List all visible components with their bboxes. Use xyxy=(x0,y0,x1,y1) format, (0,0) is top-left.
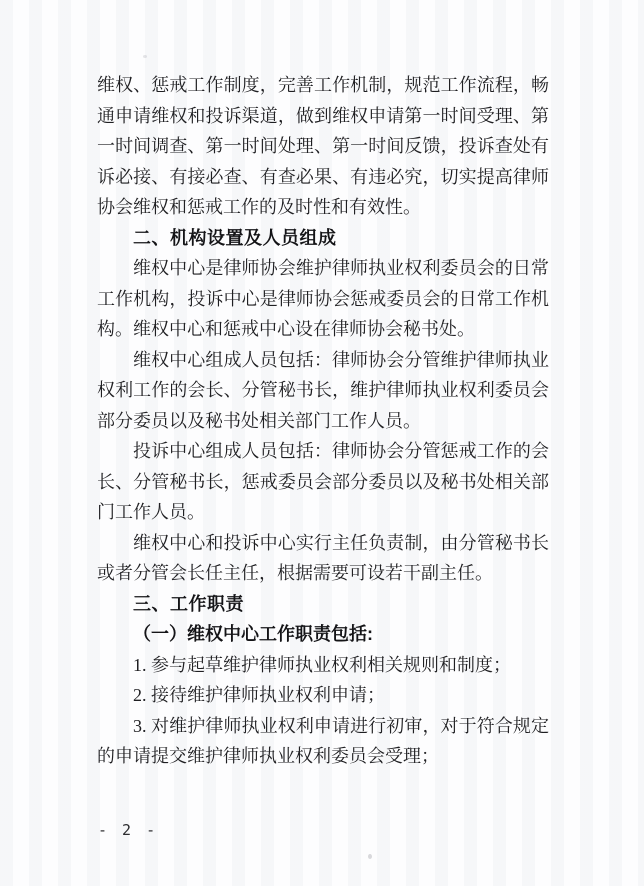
document-body xyxy=(97,70,549,772)
duty-list-item-3: 3. 对维护律师执业权利申请进行初审，对于符合规定的申请提交维护律师执业权利委员会受理； xyxy=(97,715,549,766)
paragraph-centers-overview: 维权中心是律师协会维护律师执业权利委员会的日常工作机构，投诉中心是律师协会惩戒委员会的日常工作机构。维权中心和惩戒中心设在律师协会秘书处。 xyxy=(97,258,549,339)
paragraph-continued-from-previous-page: 维权、惩戒工作制度，完善工作机制，规范工作流程，畅通申请维权和投诉渠道，做到维权申请第一时间受理、第一时间调查、第一时间处理、第一时间反馈，投诉查处有诉必接、有接必查、有查必果、有违必究，切实提高律师协会维权和惩戒工作的及时性和有效性。 xyxy=(97,75,549,217)
subheading-weiquan-center-duties: （一）维权中心工作职责包括: xyxy=(133,624,373,644)
scan-artifact-dot xyxy=(143,55,147,58)
heading-section-3-duties: 三、工作职责 xyxy=(133,593,244,614)
scan-artifact-dot xyxy=(368,854,372,859)
paragraph-tousu-center-members: 投诉中心组成人员包括：律师协会分管惩戒工作的会长、分管秘书长，惩戒委员会部分委员以及秘书处相关部门工作人员。 xyxy=(97,441,549,522)
duty-list-item-2: 2. 接待维护律师执业权利申请； xyxy=(133,685,385,705)
paragraph-weiquan-center-members: 维权中心组成人员包括：律师协会分管维护律师执业权利工作的会长、分管秘书长，维护律师执业权利委员会部分委员以及秘书处相关部门工作人员。 xyxy=(97,349,549,431)
duty-list-item-1: 1. 参与起草维护律师执业权利相关规则和制度； xyxy=(133,654,511,675)
paragraph-director-responsibility: 维权中心和投诉中心实行主任负责制，由分管秘书长或者分管会长任主任，根据需要可设若干副主任。 xyxy=(97,532,549,583)
page-number: - 2 - xyxy=(98,821,159,839)
heading-section-2-organization: 二、机构设置及人员组成 xyxy=(133,227,337,248)
